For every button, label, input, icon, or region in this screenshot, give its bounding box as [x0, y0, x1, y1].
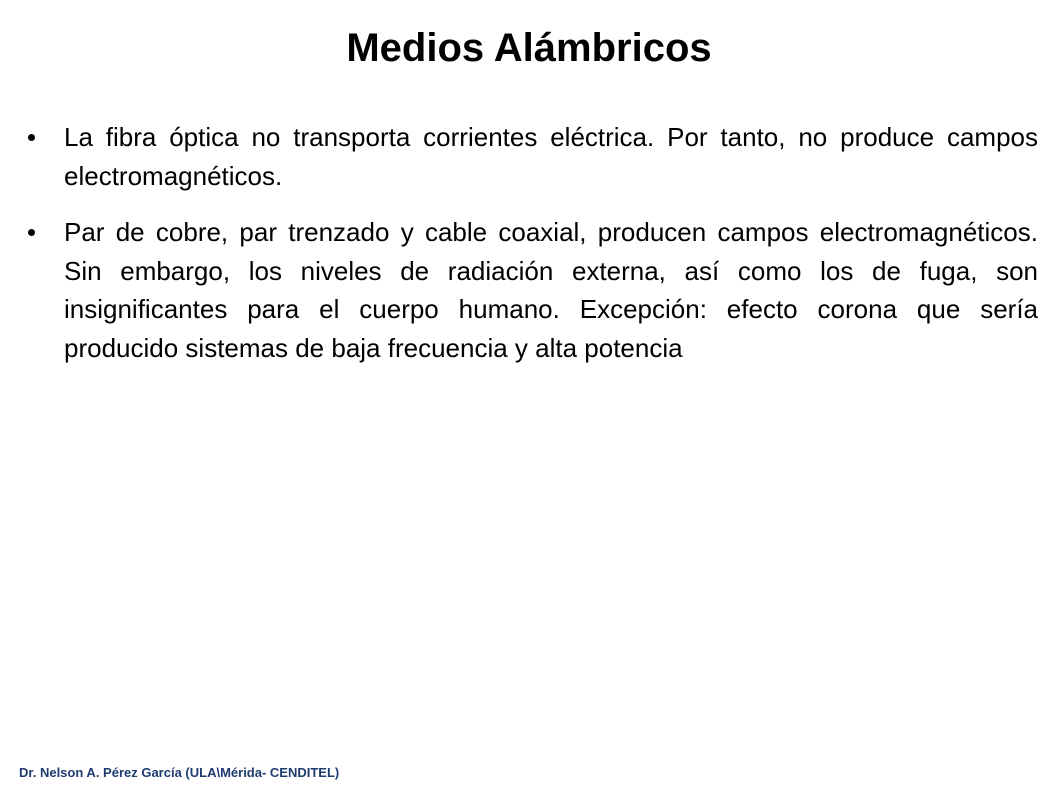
footer-credit: Dr. Nelson A. Pérez García (ULA\Mérida- CENDITEL): [19, 765, 340, 780]
slide-title: Medios Alámbricos: [346, 26, 712, 70]
bullet-item-fibra: [26, 118, 1038, 195]
bullet-text: La fibra óptica no transporta corrientes eléctrica. Por tanto, no produce campos electromagnéticos.: [64, 122, 1038, 191]
bullet-text: Par de cobre, par trenzado y cable coaxial, producen campos electromagnéticos. Sin embargo, los niveles de radiación externa, así como los de fuga, son insignificantes para el cuerpo humano. Excepción: efecto corona que sería producido sistemas de baja frecuencia y alta potencia: [64, 217, 1038, 363]
bullet-dot-icon: [28, 229, 35, 236]
bullet-list: [26, 118, 1038, 385]
bullet-item-cobre: [26, 213, 1038, 367]
bullet-dot-icon: [28, 134, 35, 141]
